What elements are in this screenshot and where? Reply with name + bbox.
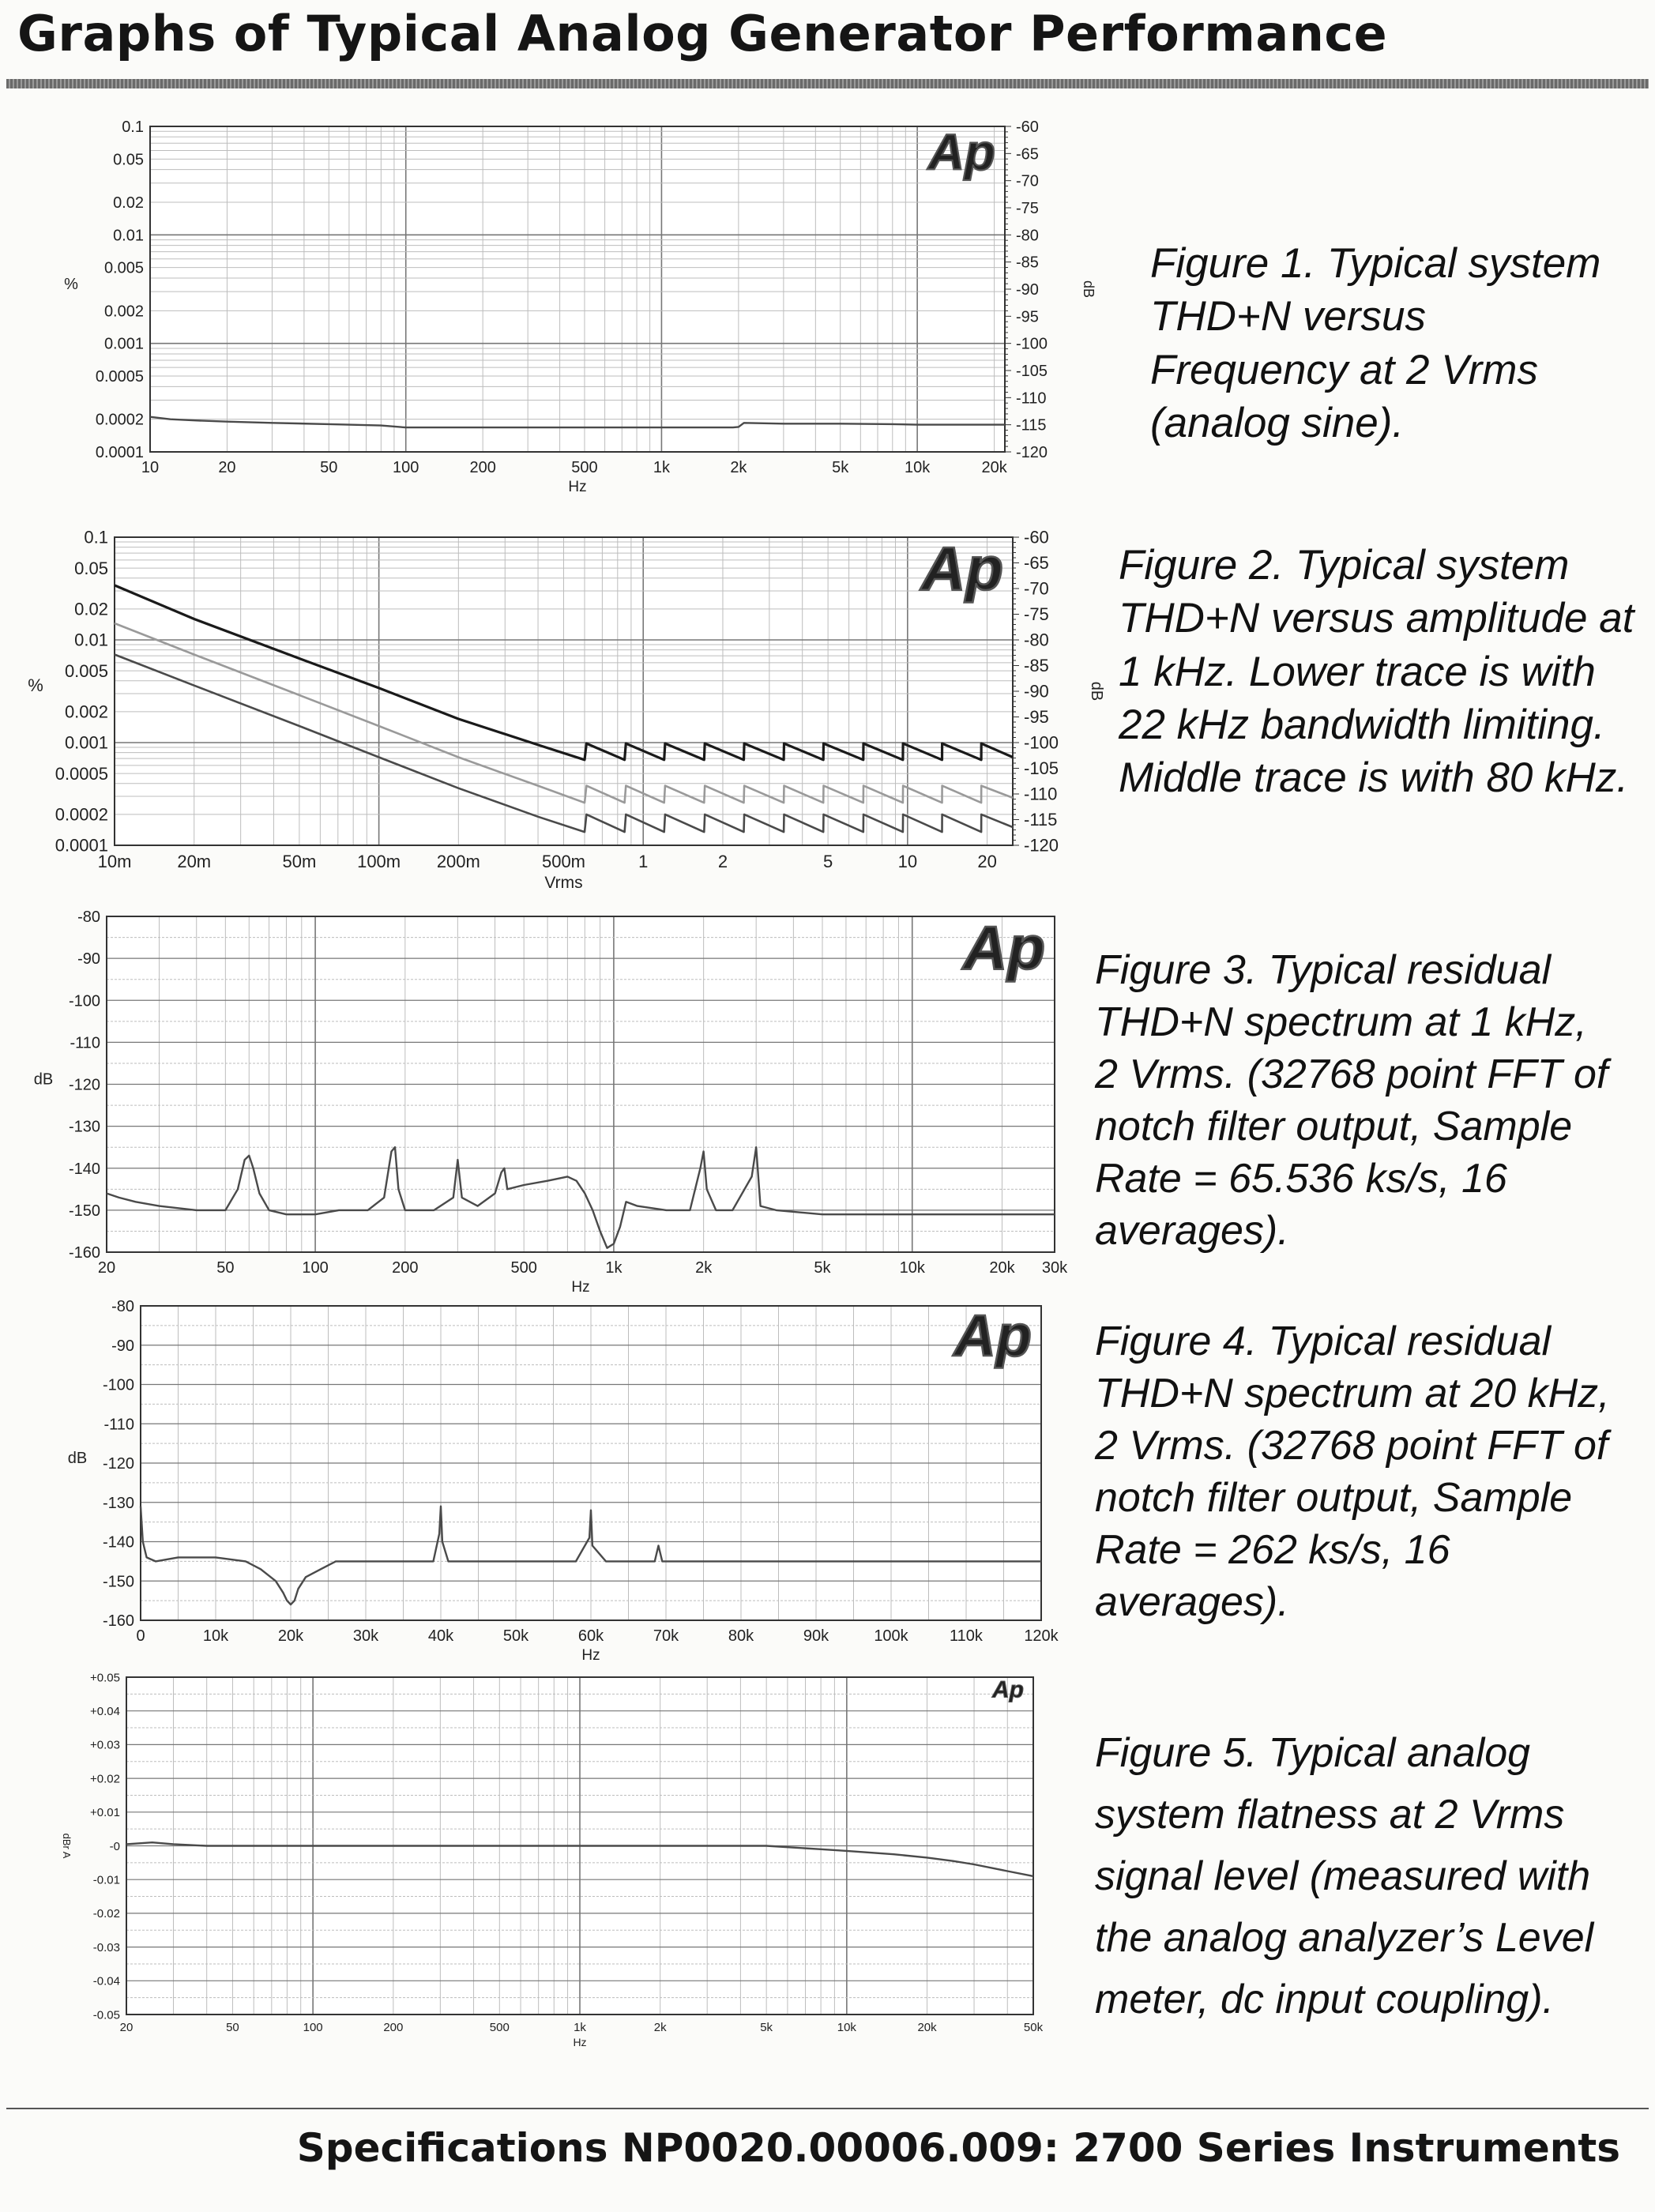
x-tick-label: 500	[571, 459, 598, 476]
y-tick-label: -0.02	[92, 1907, 120, 1921]
y2-tick-label: -85	[1024, 656, 1049, 676]
x-tick-label: 10k	[899, 1259, 925, 1277]
y-axis-label: dBr A	[61, 1833, 73, 1859]
x-axis-label: Vrms	[544, 874, 583, 892]
y2-tick-label: -80	[1016, 227, 1039, 245]
y-tick-label: -130	[68, 1118, 100, 1136]
y2-tick-label: -110	[1016, 389, 1047, 408]
x-tick-label: 80k	[728, 1627, 754, 1645]
page-title: Graphs of Typical Analog Generator Performance	[17, 5, 1388, 62]
y2-tick-label: -75	[1024, 604, 1049, 625]
caption-line: notch filter output, Sample	[1095, 1475, 1573, 1522]
ap-logo: Ap	[954, 1302, 1032, 1368]
x-tick-label: 100m	[357, 852, 401, 871]
x-tick-label: 1k	[653, 459, 670, 476]
x-tick-label: 200	[392, 1259, 419, 1277]
footer-rule	[6, 2108, 1649, 2109]
y2-axis-label: dB	[1088, 681, 1105, 702]
y2-tick-label: -60	[1024, 527, 1049, 547]
y-tick-label: -0.04	[92, 1974, 120, 1988]
y-tick-label: -160	[102, 1612, 134, 1630]
y-tick-label: 0.002	[103, 303, 144, 321]
y-axis-label: dB	[67, 1450, 88, 1467]
caption-line: 2 Vrms. (32768 point FFT of	[1095, 1423, 1608, 1469]
y-axis-label: %	[64, 276, 78, 293]
x-tick-label: 50	[226, 2021, 239, 2034]
y2-tick-label: -115	[1016, 416, 1047, 434]
y-tick-label: -0.03	[92, 1940, 120, 1954]
figure-1-caption	[1150, 237, 1600, 450]
x-tick-label: 200	[469, 459, 496, 476]
y-tick-label: 0.02	[113, 194, 144, 212]
caption-line: Rate = 262 ks/s, 16	[1095, 1527, 1450, 1574]
x-tick-label: 120k	[1024, 1627, 1059, 1645]
y-tick-label: -90	[111, 1337, 134, 1355]
footer-text: Specifications NP0020.00006.009: 2700 Series Instruments	[296, 2125, 1620, 2171]
x-tick-label: 110k	[950, 1627, 983, 1645]
x-tick-label: 20k	[989, 1259, 1015, 1277]
caption-line: notch filter output, Sample	[1095, 1104, 1573, 1150]
y-tick-label: 0.001	[103, 335, 144, 353]
x-tick-label: 30k	[1041, 1259, 1068, 1277]
x-tick-label: 10k	[837, 2021, 856, 2034]
caption-line: Figure 1. Typical system	[1150, 240, 1601, 287]
y2-tick-label: -65	[1024, 553, 1049, 574]
caption-line: THD+N versus	[1150, 293, 1426, 340]
y-tick-label: -110	[103, 1416, 134, 1434]
x-tick-label: 2k	[653, 2021, 667, 2034]
y-tick-label: 0.001	[64, 732, 108, 753]
x-tick-label: 100	[302, 1259, 329, 1277]
caption-line: Figure 3. Typical residual	[1095, 947, 1552, 993]
caption-line: THD+N spectrum at 1 kHz,	[1095, 999, 1587, 1046]
y-tick-label: -140	[68, 1160, 100, 1178]
y-tick-label: +0.02	[90, 1772, 120, 1786]
caption-line: signal level (measured with	[1095, 1853, 1591, 1899]
caption-line: the analog analyzer’s Level	[1095, 1915, 1594, 1961]
x-tick-label: 10k	[905, 459, 931, 476]
y-tick-label: -0.05	[92, 2008, 120, 2022]
x-tick-label: 50m	[282, 852, 317, 871]
x-tick-label: 70k	[653, 1627, 679, 1645]
caption-line: Frequency at 2 Vrms	[1150, 346, 1538, 393]
y-tick-label: -140	[102, 1533, 134, 1552]
figure-5-caption	[1095, 1722, 1593, 2030]
caption-line: Rate = 65.536 ks/s, 16	[1095, 1156, 1507, 1202]
y-tick-label: 0.01	[113, 227, 144, 245]
x-tick-label: 30k	[352, 1627, 379, 1645]
y-tick-label: +0.03	[90, 1738, 120, 1752]
x-tick-label: 20	[977, 852, 997, 871]
x-axis-label: Hz	[568, 479, 587, 495]
caption-line: meter, dc input coupling).	[1095, 1977, 1554, 2022]
y-tick-label: 0.0002	[55, 804, 108, 825]
x-tick-label: 10	[141, 459, 160, 476]
x-tick-label: 500	[489, 2021, 510, 2034]
y2-tick-label: -120	[1016, 444, 1048, 461]
y-tick-label: -100	[68, 992, 100, 1010]
y-tick-label: +0.05	[90, 1671, 120, 1685]
caption-line: Middle trace is with 80 kHz.	[1119, 754, 1629, 802]
y-tick-label: 0.0005	[95, 368, 144, 386]
y-tick-label: 0.05	[74, 558, 108, 578]
x-tick-label: 50	[320, 459, 338, 476]
y2-tick-label: -80	[1024, 630, 1049, 650]
y2-tick-label: -115	[1024, 810, 1058, 830]
ap-logo: Ap	[992, 1676, 1024, 1703]
y-tick-label: -120	[68, 1076, 100, 1094]
x-tick-label: 40k	[427, 1627, 454, 1645]
y-tick-label: 0.0002	[95, 411, 144, 429]
y2-tick-label: -100	[1016, 335, 1048, 353]
x-tick-label: 60k	[577, 1627, 604, 1645]
x-tick-label: 10m	[97, 852, 132, 871]
y2-tick-label: -60	[1016, 118, 1039, 136]
caption-line: 2 Vrms. (32768 point FFT of	[1095, 1051, 1608, 1098]
y-tick-label: +0.04	[90, 1704, 120, 1718]
y2-tick-label: -85	[1016, 254, 1039, 272]
caption-line: THD+N versus amplitude at	[1119, 595, 1634, 642]
x-tick-label: 500	[510, 1259, 537, 1277]
x-tick-label: 5k	[760, 2021, 773, 2034]
y-tick-label: 0.0001	[55, 835, 108, 856]
x-tick-label: 0	[136, 1627, 145, 1645]
y2-tick-label: -95	[1016, 308, 1039, 326]
y-tick-label: 0.0005	[55, 763, 108, 784]
x-tick-label: 50k	[1023, 2021, 1044, 2034]
caption-line: averages).	[1095, 1208, 1289, 1255]
caption-line: THD+N spectrum at 20 kHz,	[1095, 1371, 1610, 1417]
y2-tick-label: -70	[1024, 578, 1049, 599]
x-axis-label: Hz	[573, 2036, 587, 2048]
y2-tick-label: -110	[1024, 784, 1058, 804]
y-tick-label: 0.1	[84, 527, 108, 547]
y2-tick-label: -75	[1016, 200, 1039, 217]
y-tick-label: -110	[70, 1034, 100, 1052]
y-axis-label: %	[28, 675, 43, 695]
y2-tick-label: -90	[1024, 681, 1049, 702]
ap-logo: Ap	[963, 912, 1045, 983]
x-tick-label: 500m	[541, 852, 586, 871]
x-tick-label: 50k	[502, 1627, 529, 1645]
y-tick-label: -130	[102, 1494, 134, 1512]
x-tick-label: 100	[303, 2021, 323, 2034]
y2-tick-label: -65	[1016, 145, 1039, 164]
x-tick-label: 50	[216, 1259, 235, 1277]
x-tick-label: 20m	[177, 852, 212, 871]
caption-line: averages).	[1095, 1579, 1289, 1626]
y2-tick-label: -90	[1016, 281, 1039, 299]
caption-line: (analog sine).	[1150, 399, 1405, 446]
x-tick-label: 20k	[277, 1627, 304, 1645]
caption-line: Figure 5. Typical analog	[1095, 1730, 1531, 1776]
caption-line: Figure 2. Typical system	[1119, 542, 1570, 589]
y-tick-label: 0.02	[74, 599, 108, 619]
caption-line: Figure 4. Typical residual	[1095, 1319, 1552, 1364]
x-tick-label: 200m	[436, 852, 480, 871]
ap-logo: Ap	[921, 533, 1003, 604]
x-tick-label: 90k	[803, 1627, 829, 1645]
y-tick-label: 0.05	[113, 151, 144, 169]
y-tick-label: 0.1	[122, 118, 144, 136]
caption-line: 1 kHz. Lower trace is with	[1119, 648, 1596, 695]
y-tick-label: -80	[77, 908, 100, 926]
x-tick-label: 20k	[917, 2021, 937, 2034]
x-tick-label: 1k	[574, 2021, 586, 2034]
y-tick-label: -80	[111, 1298, 134, 1315]
y-tick-label: -150	[68, 1202, 100, 1220]
figure-4-caption	[1095, 1315, 1610, 1628]
y-tick-label: 0.002	[64, 702, 108, 722]
x-tick-label: 200	[383, 2021, 404, 2034]
x-tick-label: 10k	[202, 1627, 229, 1645]
x-axis-label: Hz	[581, 1647, 600, 1664]
y-tick-label: +0.01	[90, 1806, 120, 1820]
y-tick-label: -120	[102, 1455, 134, 1473]
y-tick-label: 0.005	[103, 259, 144, 277]
y-tick-label: -160	[68, 1244, 100, 1262]
x-tick-label: 20	[119, 2021, 134, 2034]
y2-tick-label: -100	[1024, 732, 1059, 753]
x-tick-label: 2k	[695, 1259, 713, 1277]
x-tick-label: 1k	[605, 1259, 623, 1277]
caption-line: system flatness at 2 Vrms	[1095, 1792, 1565, 1838]
y-tick-label: 0.0001	[95, 444, 144, 461]
x-tick-label: 100k	[874, 1627, 908, 1645]
x-tick-label: 5k	[814, 1259, 831, 1277]
y2-tick-label: -70	[1016, 172, 1039, 190]
x-tick-label: 1	[638, 852, 649, 871]
x-tick-label: 10	[897, 852, 918, 871]
y2-tick-label: -95	[1024, 707, 1049, 728]
y2-tick-label: -105	[1024, 758, 1059, 779]
y2-axis-label: dB	[1081, 280, 1096, 299]
x-tick-label: 2	[717, 852, 728, 871]
y-tick-label: -90	[77, 950, 100, 969]
x-tick-label: 5k	[832, 459, 849, 476]
figure-3-caption	[1095, 944, 1608, 1257]
x-axis-label: Hz	[571, 1279, 590, 1296]
x-tick-label: 2k	[730, 459, 747, 476]
x-tick-label: 20	[97, 1259, 116, 1277]
caption-line: 22 kHz bandwidth limiting.	[1119, 701, 1605, 748]
y-tick-label: -0	[109, 1839, 120, 1853]
y-tick-label: 0.01	[74, 630, 108, 650]
x-tick-label: 100	[393, 459, 419, 476]
figure-2-caption	[1119, 539, 1634, 804]
ap-logo: Ap	[927, 123, 995, 181]
x-tick-label: 20	[218, 459, 236, 476]
y2-tick-label: -105	[1016, 363, 1048, 380]
y2-tick-label: -120	[1024, 835, 1059, 856]
y-tick-label: -0.01	[92, 1873, 120, 1887]
x-tick-label: 20k	[981, 459, 1007, 476]
x-tick-label: 5	[822, 852, 833, 871]
y-tick-label: -100	[102, 1376, 134, 1394]
y-tick-label: -150	[102, 1573, 134, 1591]
y-tick-label: 0.005	[64, 660, 108, 681]
y-axis-label: dB	[33, 1070, 54, 1089]
